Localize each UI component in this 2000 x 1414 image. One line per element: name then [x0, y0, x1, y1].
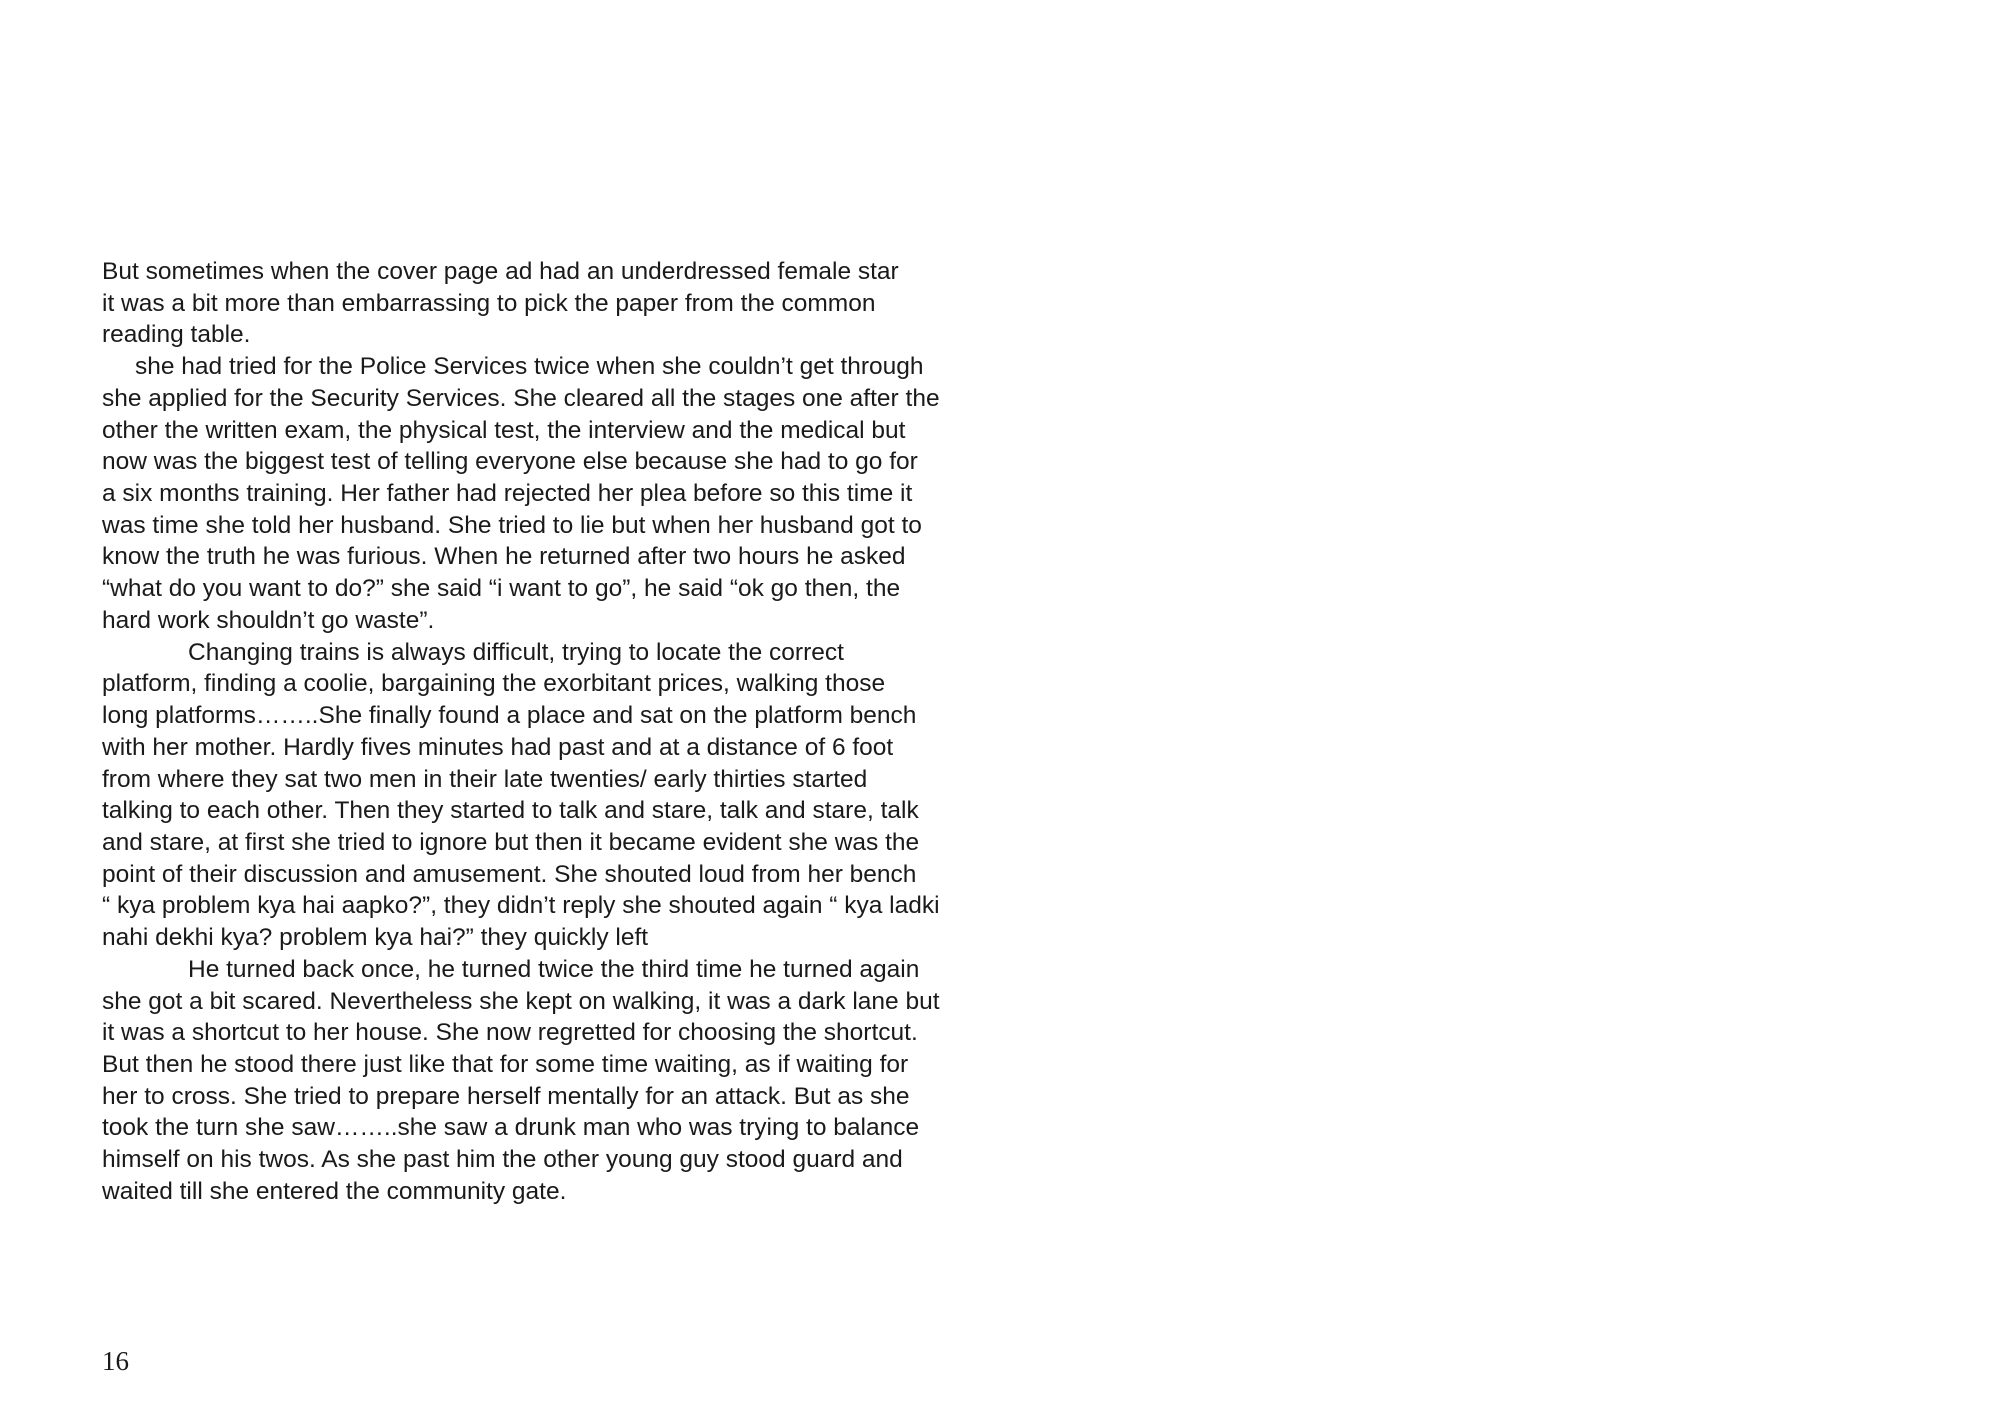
- text-line: with her mother. Hardly fives minutes had past and at a distance of 6 foot: [102, 733, 894, 761]
- text-line: long platforms……..She finally found a place and sat on the platform bench: [102, 702, 917, 730]
- text-line: platform, finding a coolie, bargaining the exorbitant prices, walking those: [102, 670, 886, 698]
- text-line: Changing trains is always difficult, trying to locate the correct: [188, 638, 844, 666]
- text-line: reading table.: [102, 321, 251, 349]
- text-line: “what do you want to do?” she said “i want to go”, he said “ok go then, the: [102, 575, 901, 603]
- text-line: it was a bit more than embarrassing to pick the paper from the common: [102, 289, 876, 317]
- body-text: [102, 256, 1002, 1208]
- text-line: now was the biggest test of telling everyone else because she had to go for: [102, 448, 918, 476]
- text-line: himself on his twos. As she past him the other young guy stood guard and: [102, 1146, 903, 1174]
- text-line: she had tried for the Police Services twice when she couldn’t get through: [135, 353, 924, 381]
- text-line: took the turn she saw……..she saw a drunk man who was trying to balance: [102, 1114, 920, 1142]
- text-line: her to cross. She tried to prepare herself mentally for an attack. But as she: [102, 1082, 910, 1110]
- page-number: 16: [102, 1346, 129, 1376]
- text-line: know the truth he was furious. When he returned after two hours he asked: [102, 543, 906, 571]
- paragraph: [102, 351, 1002, 636]
- paragraph: [102, 637, 1002, 954]
- text-line: from where they sat two men in their late twenties/ early thirties started: [102, 765, 868, 793]
- text-line: hard work shouldn’t go waste”.: [102, 606, 435, 634]
- text-line: But then he stood there just like that for some time waiting, as if waiting for: [102, 1050, 909, 1078]
- paragraph: [102, 954, 1002, 1208]
- text-line: she got a bit scared. Nevertheless she kept on walking, it was a dark lane but: [102, 987, 940, 1015]
- text-line: “ kya problem kya hai aapko?”, they didn’t reply she shouted again “ kya ladki: [102, 892, 940, 920]
- text-line: nahi dekhi kya? problem kya hai?” they quickly left: [102, 924, 649, 952]
- text-line: it was a shortcut to her house. She now regretted for choosing the shortcut.: [102, 1019, 918, 1047]
- text-line: and stare, at first she tried to ignore but then it became evident she was the: [102, 828, 920, 856]
- text-line: point of their discussion and amusement. She shouted loud from her bench: [102, 860, 917, 888]
- text-line: waited till she entered the community gate.: [102, 1177, 567, 1205]
- text-line: was time she told her husband. She tried to lie but when her husband got to: [102, 511, 922, 539]
- text-line: He turned back once, he turned twice the third time he turned again: [188, 955, 920, 983]
- text-line: she applied for the Security Services. She cleared all the stages one after the: [102, 384, 940, 412]
- text-line: other the written exam, the physical test, the interview and the medical but: [102, 416, 906, 444]
- paragraph: [102, 256, 1002, 351]
- text-line: talking to each other. Then they started to talk and stare, talk and stare, talk: [102, 797, 919, 825]
- text-line: a six months training. Her father had rejected her plea before so this time it: [102, 480, 913, 508]
- text-line: But sometimes when the cover page ad had an underdressed female star: [102, 258, 899, 285]
